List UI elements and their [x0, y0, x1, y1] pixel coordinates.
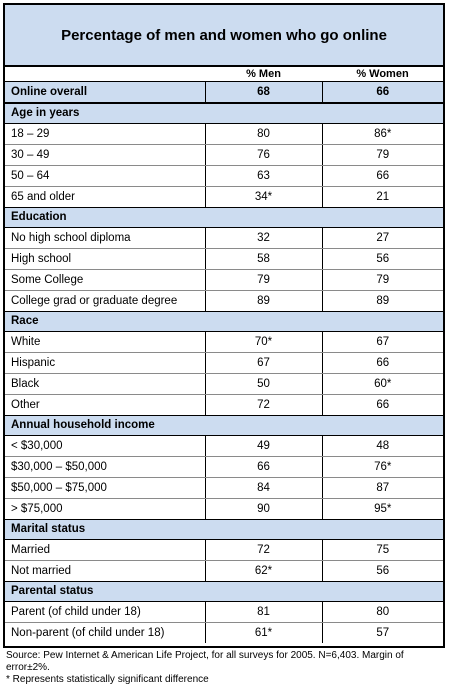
women-value: 66 [322, 352, 443, 373]
table-row [5, 186, 443, 207]
section-heading: Parental status [5, 581, 443, 601]
women-value: 75 [322, 539, 443, 560]
men-value: 70* [205, 331, 322, 352]
row-label: Not married [11, 564, 72, 577]
women-value: 21 [322, 186, 443, 207]
women-value: 87 [322, 477, 443, 498]
row-label: < $30,000 [5, 435, 205, 456]
table-row [5, 373, 443, 394]
section-heading: Marital status [5, 519, 443, 539]
women-value: 86* [322, 123, 443, 144]
men-value: 58 [205, 248, 322, 269]
women-value: 66 [322, 394, 443, 415]
men-value: 32 [205, 227, 322, 248]
table-row [5, 144, 443, 165]
row-label: $50,000 – $75,000 [5, 477, 205, 498]
table-row [5, 539, 443, 560]
table-row [5, 227, 443, 248]
men-value: 76 [205, 144, 322, 165]
section-header-row [5, 103, 443, 123]
men-value: 72 [205, 394, 322, 415]
men-value: 80 [205, 123, 322, 144]
women-value: 89 [322, 290, 443, 311]
significance-footnote: * Represents statistically significant difference [6, 674, 209, 685]
row-label: Black [5, 373, 205, 394]
table-row [5, 601, 443, 622]
row-label: High school [5, 248, 205, 269]
table-notes [6, 650, 446, 686]
men-value: 89 [205, 290, 322, 311]
women-value: 79 [322, 269, 443, 290]
men-value: 67 [205, 352, 322, 373]
women-value: 95* [322, 498, 443, 519]
section-header-row [5, 311, 443, 331]
men-value: 90 [205, 498, 322, 519]
overall-label: Online overall [5, 81, 205, 103]
section-heading: Race [5, 311, 443, 331]
men-value: 79 [205, 269, 322, 290]
overall-women-value: 66 [322, 81, 443, 103]
row-label: Some College [5, 269, 205, 290]
row-label: Hispanic [5, 352, 205, 373]
section-heading: Education [5, 207, 443, 227]
row-label: 30 – 49 [5, 144, 205, 165]
table-row [5, 498, 443, 519]
women-value: 57 [322, 622, 443, 643]
row-label: 65 and older [11, 190, 75, 203]
women-value: 67 [322, 331, 443, 352]
row-label: Married [5, 539, 205, 560]
column-header-blank [5, 67, 205, 81]
women-value: 48 [322, 435, 443, 456]
women-value: 27 [322, 227, 443, 248]
online-usage-table [5, 67, 443, 643]
men-value: 50 [205, 373, 322, 394]
men-value: 49 [205, 435, 322, 456]
column-header-women: % Women [322, 67, 443, 81]
column-header-row [5, 67, 443, 81]
table-row [5, 456, 443, 477]
row-label: 18 – 29 [5, 123, 205, 144]
women-value: 76* [322, 456, 443, 477]
table-row [5, 248, 443, 269]
row-label: Other [11, 398, 40, 411]
row-label: $30,000 – $50,000 [5, 456, 205, 477]
data-table-frame [3, 3, 445, 648]
section-header-row [5, 207, 443, 227]
table-row [5, 290, 443, 311]
women-value: 56 [322, 560, 443, 581]
table-row [5, 477, 443, 498]
table-row [5, 165, 443, 186]
source-note: Source: Pew Internet & American Life Project, for all surveys for 2005. N=6,403. Margin of error±2%. [6, 650, 404, 673]
section-header-row [5, 581, 443, 601]
overall-row [5, 81, 443, 103]
women-value: 66 [322, 165, 443, 186]
women-value: 56 [322, 248, 443, 269]
overall-men-value: 68 [205, 81, 322, 103]
section-heading: Age in years [5, 103, 443, 123]
table-row [5, 352, 443, 373]
men-value: 66 [205, 456, 322, 477]
section-heading: Annual household income [5, 415, 443, 435]
table-row [5, 394, 443, 415]
table-row [5, 622, 443, 643]
men-value: 34* [205, 186, 322, 207]
row-label: > $75,000 [11, 502, 63, 515]
men-value: 62* [205, 560, 322, 581]
table-row [5, 560, 443, 581]
table-row [5, 123, 443, 144]
row-label: No high school diploma [5, 227, 205, 248]
row-label: Non-parent (of child under 18) [11, 626, 165, 639]
section-header-row [5, 415, 443, 435]
men-value: 84 [205, 477, 322, 498]
table-row [5, 331, 443, 352]
men-value: 61* [205, 622, 322, 643]
women-value: 60* [322, 373, 443, 394]
column-header-men: % Men [205, 67, 322, 81]
section-header-row [5, 519, 443, 539]
men-value: 81 [205, 601, 322, 622]
women-value: 79 [322, 144, 443, 165]
men-value: 63 [205, 165, 322, 186]
women-value: 80 [322, 601, 443, 622]
row-label: White [5, 331, 205, 352]
row-label: Parent (of child under 18) [5, 601, 205, 622]
table-row [5, 435, 443, 456]
table-title: Percentage of men and women who go online [5, 5, 443, 67]
men-value: 72 [205, 539, 322, 560]
row-label: College grad or graduate degree [11, 294, 178, 307]
row-label: 50 – 64 [5, 165, 205, 186]
table-row [5, 269, 443, 290]
